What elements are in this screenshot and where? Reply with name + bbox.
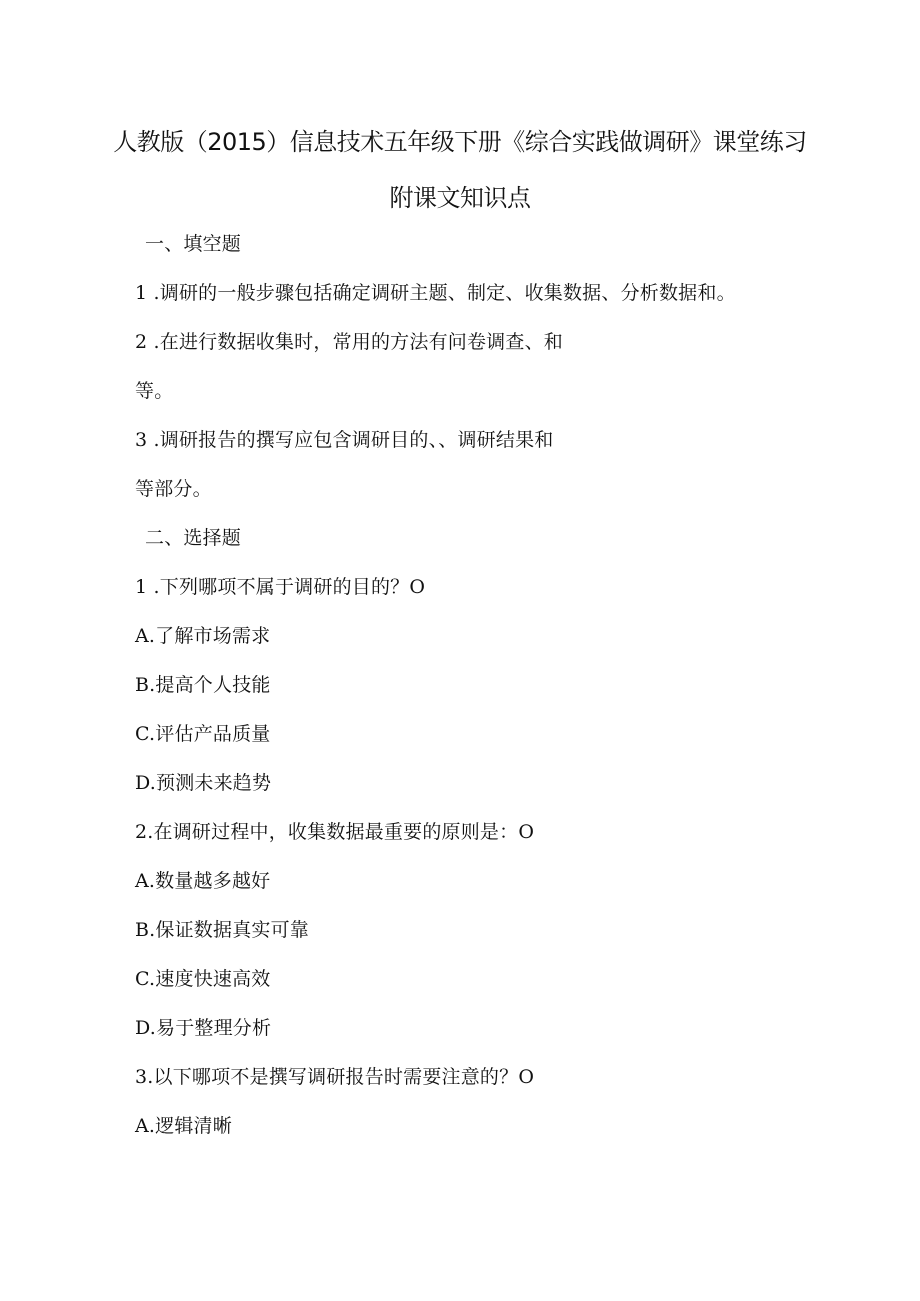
choice-option-2b: B.保证数据真实可靠 bbox=[135, 919, 310, 941]
choice-option-1d: D.预测未来趋势 bbox=[135, 772, 272, 794]
document-title: 人教版（2015）信息技术五年级下册《综合实践做调研》课堂练习 bbox=[113, 128, 807, 156]
fill-blank-question-2: 2 .在进行数据收集时，常用的方法有问卷调查、和 bbox=[135, 331, 563, 353]
choice-option-3a: A.逻辑清晰 bbox=[135, 1115, 232, 1137]
section-heading-fill-blank: 一、填空题 bbox=[145, 233, 242, 255]
choice-question-1: 1 .下列哪项不属于调研的目的？O bbox=[135, 576, 426, 598]
choice-option-2d: D.易于整理分析 bbox=[135, 1017, 272, 1039]
fill-blank-question-3-continued: 等部分。 bbox=[135, 478, 212, 500]
fill-blank-question-3: 3 .调研报告的撰写应包含调研目的、、调研结果和 bbox=[135, 429, 554, 451]
choice-option-2a: A.数量越多越好 bbox=[135, 870, 271, 892]
choice-question-3: 3.以下哪项不是撰写调研报告时需要注意的？O bbox=[135, 1066, 535, 1088]
choice-question-2: 2.在调研过程中，收集数据最重要的原则是：O bbox=[135, 821, 535, 843]
fill-blank-question-1: 1 .调研的一般步骤包括确定调研主题、制定、收集数据、分析数据和。 bbox=[135, 282, 736, 304]
section-heading-multiple-choice: 二、选择题 bbox=[145, 527, 242, 549]
choice-option-1c: C.评估产品质量 bbox=[135, 723, 271, 745]
choice-option-1b: B.提高个人技能 bbox=[135, 674, 271, 696]
document-subtitle: 附课文知识点 bbox=[389, 184, 531, 212]
fill-blank-question-2-continued: 等。 bbox=[135, 380, 174, 402]
choice-option-2c: C.速度快速高效 bbox=[135, 968, 271, 990]
choice-option-1a: A.了解市场需求 bbox=[135, 625, 271, 647]
